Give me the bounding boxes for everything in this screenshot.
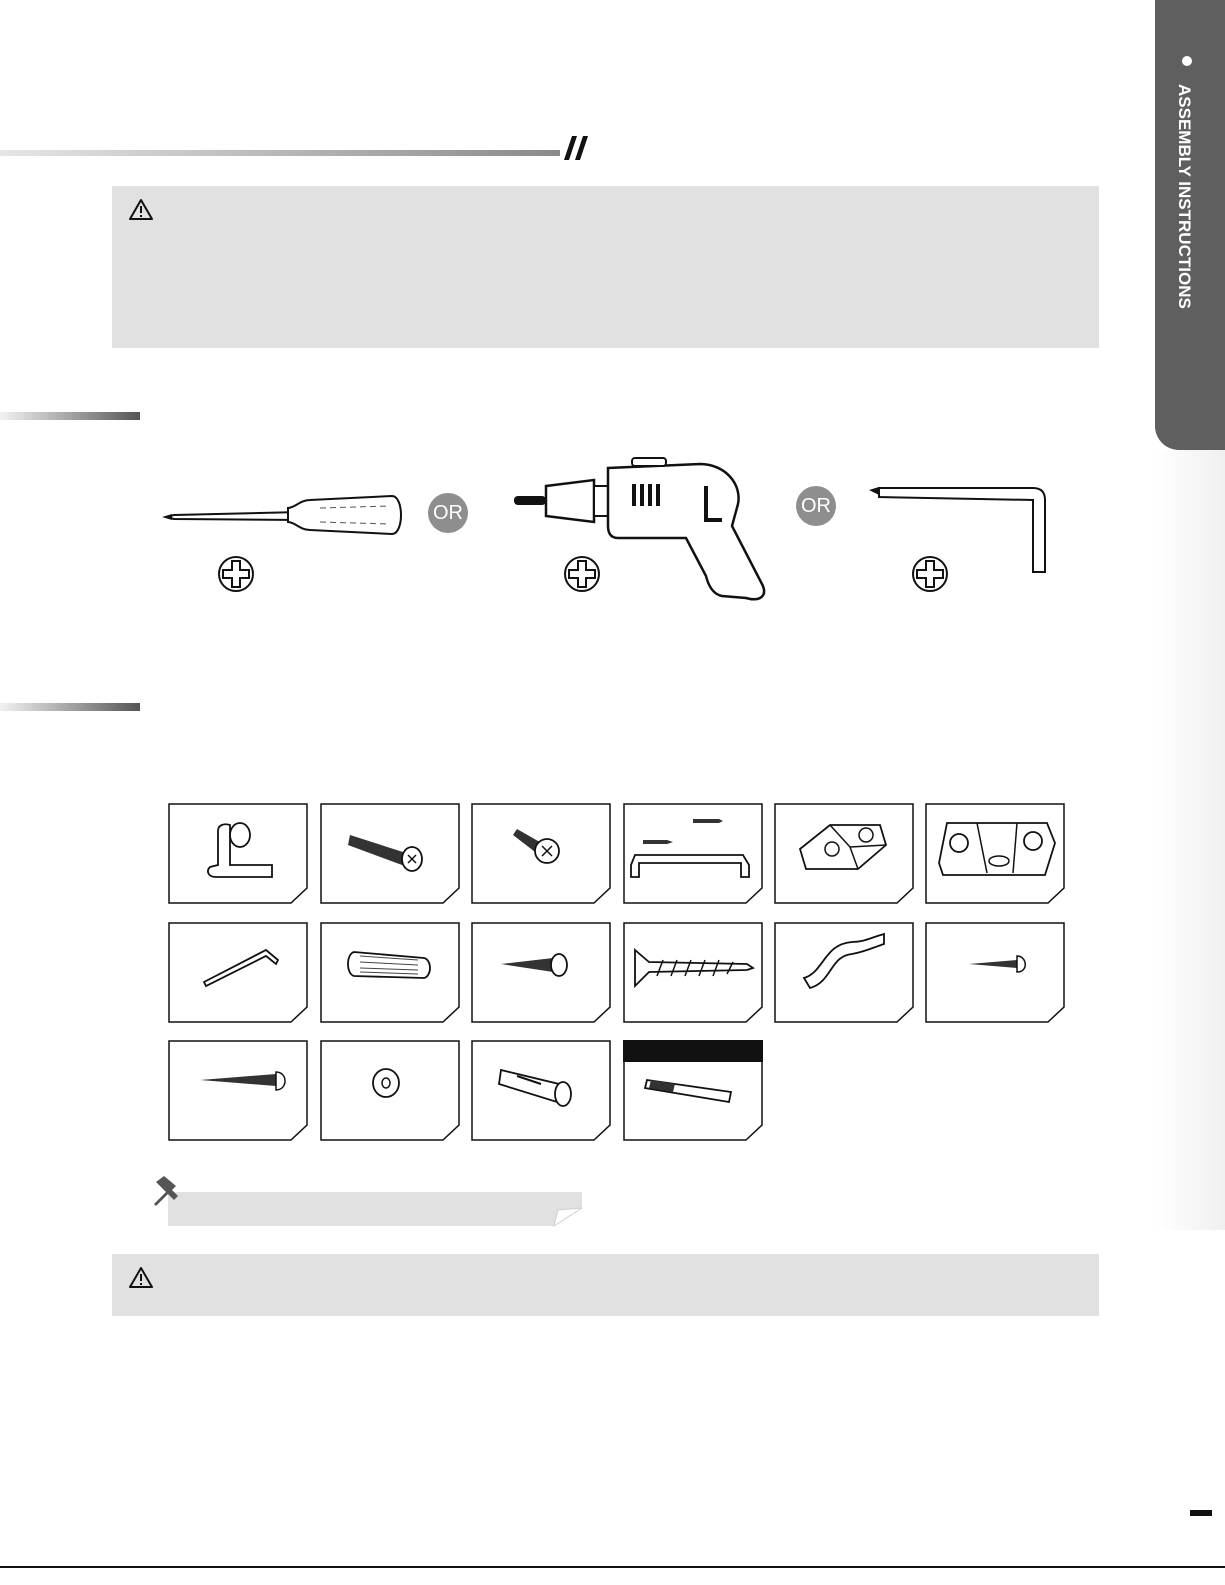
warning-icon [128,198,154,222]
or-badge-2: OR [796,486,836,526]
warning-icon [128,1266,154,1290]
part-card-6[interactable] [925,803,1065,904]
wood-screw-icon [168,1040,308,1141]
part-card-12[interactable] [925,922,1065,1023]
phillips-screwdriver-icon [160,488,410,538]
part-card-11[interactable] [774,922,914,1023]
short-screw-icon [471,803,611,904]
side-tab-label: ASSEMBLY INSTRUCTIONS [1175,84,1194,309]
or-badge-1: OR [428,493,468,533]
part-card-2[interactable] [320,803,460,904]
l-shaped-phillips-driver-icon [865,480,1055,576]
washer-icon [320,1040,460,1141]
part-card-4[interactable] [623,803,763,904]
s-bracket-icon [774,922,914,1023]
wooden-dowel-icon [320,922,460,1023]
side-tab-label-wrap [1155,0,1225,450]
part-card-16-label [623,1040,763,1062]
electric-drill-icon [510,456,770,606]
wall-anchor-icon [471,1040,611,1141]
double-corner-connector-icon [925,803,1065,904]
side-tab-shadow [1155,450,1225,1230]
handle-with-screws-icon [623,803,763,904]
page-number-mark [1190,1510,1212,1516]
warning-box-top [112,186,1099,348]
corner-connector-icon [774,803,914,904]
drywall-screw-icon [623,922,763,1023]
part-card-15[interactable] [471,1040,611,1141]
note-bar [150,1172,590,1232]
long-wood-screw-icon [471,922,611,1023]
part-card-9[interactable] [471,922,611,1023]
tools-section-rule [0,412,140,420]
title-rule [0,150,560,156]
phillips-head-symbol-3 [910,554,950,594]
part-card-10[interactable] [623,922,763,1023]
shelf-support-pin-icon [168,803,308,904]
warning-box-bottom [112,1254,1099,1316]
part-card-13[interactable] [168,1040,308,1141]
bottom-rule [0,1566,1225,1568]
part-card-14[interactable] [320,1040,460,1141]
title-slashes [564,136,592,160]
phillips-head-symbol-1 [216,554,256,594]
part-card-5[interactable] [774,803,914,904]
part-card-7[interactable] [168,922,308,1023]
part-card-8[interactable] [320,922,460,1023]
part-card-3[interactable] [471,803,611,904]
parts-section-rule [0,703,140,711]
part-card-16[interactable] [623,1040,763,1141]
side-tab-bullet [1182,56,1192,66]
part-card-1[interactable] [168,803,308,904]
hex-key-icon [168,922,308,1023]
phillips-head-symbol-2 [562,554,602,594]
small-screw-icon [925,922,1065,1023]
machine-bolt-icon [320,803,460,904]
